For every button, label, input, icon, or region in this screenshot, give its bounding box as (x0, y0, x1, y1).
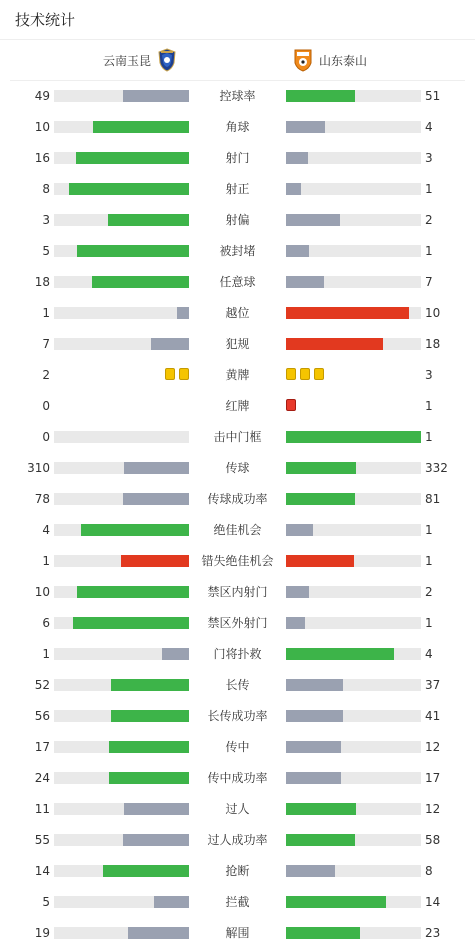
stat-label: 控球率 (219, 89, 256, 103)
away-stat-value: 1 (425, 399, 433, 413)
away-stat-value: 17 (425, 771, 441, 785)
stat-label: 传中成功率 (207, 771, 268, 785)
stat-label: 门将扑救 (213, 647, 262, 661)
home-stat-bar-fill (103, 865, 189, 877)
home-cards (165, 368, 189, 382)
away-stat-bar-fill (286, 431, 421, 443)
away-stat-bar-fill (286, 679, 343, 691)
stat-row (0, 453, 475, 484)
stat-label: 射正 (225, 182, 250, 196)
home-stat-value: 56 (34, 709, 50, 723)
away-stat-bar-fill (286, 90, 355, 102)
home-stat-bar (54, 803, 189, 815)
home-stat-value: 14 (34, 864, 50, 878)
home-stat-value: 5 (42, 244, 50, 258)
stat-label: 击中门框 (213, 430, 262, 444)
away-stat-value: 58 (425, 833, 441, 847)
home-stat-bar-fill (124, 803, 189, 815)
away-stat-bar-fill (286, 245, 309, 257)
home-stat-bar-fill (162, 648, 189, 660)
away-stat-value: 41 (425, 709, 441, 723)
teams-header (10, 40, 465, 81)
away-stat-bar-fill (286, 617, 305, 629)
home-stat-bar-fill (76, 152, 189, 164)
stat-label: 抢断 (225, 864, 250, 878)
yellow-card-icon (286, 368, 296, 380)
home-stat-bar (54, 307, 189, 319)
away-stat-bar (286, 679, 421, 691)
stat-label: 长传成功率 (207, 709, 268, 723)
home-stat-value: 11 (34, 802, 50, 816)
home-stat-value: 310 (27, 461, 50, 475)
stat-row (0, 391, 475, 422)
home-stat-value: 6 (42, 616, 50, 630)
away-stat-value: 1 (425, 182, 433, 196)
home-stat-value: 5 (42, 895, 50, 909)
away-stat-value: 1 (425, 430, 433, 444)
away-stat-bar (286, 152, 421, 164)
stat-label: 传中 (225, 740, 250, 754)
stat-row (0, 81, 475, 112)
home-stat-bar (54, 710, 189, 722)
away-stat-bar-fill (286, 524, 313, 536)
home-stat-bar (54, 214, 189, 226)
stat-row (0, 546, 475, 577)
stat-row (0, 670, 475, 701)
home-stat-bar-fill (123, 90, 189, 102)
away-stat-value: 332 (425, 461, 448, 475)
home-stat-value: 3 (42, 213, 50, 227)
home-stat-value: 24 (34, 771, 50, 785)
home-stat-bar (54, 555, 189, 567)
stat-row (0, 918, 475, 949)
stat-label: 传球成功率 (207, 492, 268, 506)
home-stat-bar (54, 617, 189, 629)
home-stat-bar-fill (123, 834, 189, 846)
stat-row (0, 825, 475, 856)
stat-label: 射门 (225, 151, 250, 165)
stat-row (0, 639, 475, 670)
away-stat-value: 14 (425, 895, 441, 909)
home-stat-bar-fill (81, 524, 189, 536)
stat-label: 过人 (225, 802, 250, 816)
away-stat-value: 2 (425, 585, 433, 599)
stat-row (0, 484, 475, 515)
away-stat-bar (286, 896, 421, 908)
stat-row (0, 329, 475, 360)
home-stat-bar (54, 90, 189, 102)
home-stat-bar (54, 276, 189, 288)
away-stat-value: 51 (425, 89, 441, 103)
stat-label: 被封堵 (219, 244, 256, 258)
away-stat-bar (286, 648, 421, 660)
away-stat-bar-fill (286, 555, 354, 567)
away-cards (286, 399, 296, 413)
home-stat-bar (54, 431, 189, 443)
away-stat-value: 81 (425, 492, 441, 506)
away-stat-bar-fill (286, 307, 409, 319)
home-stat-bar-fill (151, 338, 189, 350)
stat-label: 长传 (225, 678, 250, 692)
away-stat-value: 3 (425, 151, 433, 165)
away-team[interactable] (293, 48, 367, 72)
home-stat-bar-fill (128, 927, 189, 939)
stat-row (0, 267, 475, 298)
home-stat-bar-fill (77, 586, 189, 598)
away-stat-bar-fill (286, 772, 341, 784)
away-stat-value: 4 (425, 647, 433, 661)
home-stat-bar-fill (177, 307, 189, 319)
stat-row (0, 515, 475, 546)
stat-row (0, 174, 475, 205)
stat-row (0, 236, 475, 267)
away-stat-bar-fill (286, 927, 360, 939)
away-stat-bar (286, 617, 421, 629)
home-stat-value: 0 (42, 430, 50, 444)
home-stat-bar (54, 741, 189, 753)
stat-row (0, 112, 475, 143)
away-stat-value: 7 (425, 275, 433, 289)
away-stat-bar (286, 803, 421, 815)
away-stat-bar (286, 927, 421, 939)
home-stat-bar (54, 834, 189, 846)
away-stat-value: 23 (425, 926, 441, 940)
away-stat-bar-fill (286, 710, 343, 722)
away-stat-bar (286, 524, 421, 536)
page-title: 技术统计 (15, 11, 76, 29)
home-stat-bar (54, 679, 189, 691)
home-team-name: 云南玉昆 (102, 53, 151, 68)
stat-label: 红牌 (225, 399, 250, 413)
away-stat-bar-fill (286, 896, 386, 908)
home-stat-value: 8 (42, 182, 50, 196)
home-stat-bar-fill (154, 896, 189, 908)
stat-label: 拦截 (225, 895, 250, 909)
home-stat-value: 17 (34, 740, 50, 754)
stat-label: 解围 (225, 926, 250, 940)
home-stat-value: 10 (34, 120, 50, 134)
away-stat-bar-fill (286, 214, 340, 226)
home-stat-value: 18 (34, 275, 50, 289)
home-stat-bar (54, 927, 189, 939)
away-cards (286, 368, 324, 382)
away-stat-bar-fill (286, 338, 383, 350)
away-stat-bar-fill (286, 462, 356, 474)
away-stat-bar (286, 307, 421, 319)
away-stat-value: 3 (425, 368, 433, 382)
stat-label: 禁区内射门 (207, 585, 268, 599)
home-stat-bar (54, 462, 189, 474)
home-stat-bar (54, 648, 189, 660)
yunnan-yukun-badge-icon (157, 48, 177, 72)
home-stat-value: 1 (42, 647, 50, 661)
away-stat-bar-fill (286, 183, 301, 195)
home-stat-value: 78 (34, 492, 50, 506)
home-stat-bar (54, 896, 189, 908)
stat-row (0, 143, 475, 174)
stat-row (0, 763, 475, 794)
away-stat-value: 1 (425, 244, 433, 258)
away-stat-bar (286, 710, 421, 722)
stat-row (0, 205, 475, 236)
away-stat-value: 1 (425, 616, 433, 630)
stat-label: 禁区外射门 (207, 616, 268, 630)
away-stat-bar-fill (286, 741, 341, 753)
stat-label: 错失绝佳机会 (201, 554, 274, 568)
away-stat-bar (286, 245, 421, 257)
home-stat-value: 4 (42, 523, 50, 537)
home-stat-bar-fill (69, 183, 189, 195)
stat-row (0, 887, 475, 918)
home-stat-bar-fill (92, 276, 189, 288)
home-stat-bar-fill (109, 741, 189, 753)
away-stat-bar-fill (286, 586, 309, 598)
home-stat-value: 19 (34, 926, 50, 940)
stat-row (0, 360, 475, 391)
away-stat-bar-fill (286, 803, 356, 815)
red-card-icon (286, 399, 296, 411)
stat-row (0, 794, 475, 825)
away-stat-bar (286, 772, 421, 784)
home-stat-value: 10 (34, 585, 50, 599)
away-stat-bar-fill (286, 493, 355, 505)
stat-label: 射偏 (225, 213, 250, 227)
yellow-card-icon (179, 368, 189, 380)
away-stat-bar (286, 586, 421, 598)
home-stat-bar-fill (123, 493, 189, 505)
home-stat-bar-fill (121, 555, 189, 567)
stat-row (0, 701, 475, 732)
home-stat-bar (54, 338, 189, 350)
home-stat-bar (54, 865, 189, 877)
away-stat-bar (286, 183, 421, 195)
stat-label: 传球 (225, 461, 250, 475)
home-stat-bar-fill (93, 121, 189, 133)
away-stat-bar (286, 121, 421, 133)
stat-label: 犯规 (225, 337, 250, 351)
away-stat-value: 4 (425, 120, 433, 134)
home-stat-bar (54, 586, 189, 598)
away-stat-bar (286, 741, 421, 753)
home-stat-bar (54, 183, 189, 195)
home-stat-bar-fill (73, 617, 189, 629)
home-stat-bar (54, 121, 189, 133)
stat-row (0, 577, 475, 608)
away-team-name: 山东泰山 (319, 53, 368, 68)
away-stat-value: 37 (425, 678, 441, 692)
away-stat-bar (286, 338, 421, 350)
away-stat-bar (286, 555, 421, 567)
home-stat-bar (54, 772, 189, 784)
stat-label: 越位 (225, 306, 250, 320)
home-stat-bar (54, 493, 189, 505)
away-stat-bar (286, 276, 421, 288)
stat-label: 任意球 (219, 275, 256, 289)
home-stat-bar-fill (111, 710, 189, 722)
stat-row (0, 608, 475, 639)
home-stat-value: 49 (34, 89, 50, 103)
away-stat-value: 2 (425, 213, 433, 227)
away-stat-bar-fill (286, 152, 308, 164)
home-stat-value: 2 (42, 368, 50, 382)
away-stat-value: 1 (425, 523, 433, 537)
away-stat-bar (286, 90, 421, 102)
stat-row (0, 732, 475, 763)
away-stat-bar (286, 431, 421, 443)
home-team[interactable] (103, 48, 177, 72)
stat-label: 绝佳机会 (213, 523, 262, 537)
away-stat-bar (286, 865, 421, 877)
home-stat-bar-fill (108, 214, 189, 226)
stat-label: 黄牌 (225, 368, 250, 382)
away-stat-bar-fill (286, 276, 324, 288)
away-stat-value: 12 (425, 740, 441, 754)
away-stat-bar (286, 214, 421, 226)
stat-label: 过人成功率 (207, 833, 268, 847)
stat-row (0, 856, 475, 887)
home-stat-value: 1 (42, 554, 50, 568)
home-stat-value: 0 (42, 399, 50, 413)
yellow-card-icon (165, 368, 175, 380)
away-stat-bar-fill (286, 121, 325, 133)
home-stat-bar (54, 245, 189, 257)
stat-label: 角球 (225, 120, 250, 134)
home-stat-value: 52 (34, 678, 50, 692)
away-stat-value: 12 (425, 802, 441, 816)
home-stat-bar-fill (124, 462, 189, 474)
shandong-taishan-badge-icon (293, 48, 313, 72)
away-stat-bar-fill (286, 834, 355, 846)
stat-row (0, 298, 475, 329)
away-stat-value: 18 (425, 337, 441, 351)
home-stat-value: 1 (42, 306, 50, 320)
home-stat-bar (54, 524, 189, 536)
away-stat-bar (286, 462, 421, 474)
away-stat-bar-fill (286, 865, 335, 877)
yellow-card-icon (314, 368, 324, 380)
header (0, 0, 475, 40)
home-stat-bar-fill (111, 679, 189, 691)
home-stat-value: 7 (42, 337, 50, 351)
away-stat-value: 10 (425, 306, 441, 320)
home-stat-bar (54, 152, 189, 164)
away-stat-bar-fill (286, 648, 394, 660)
stat-row (0, 422, 475, 453)
away-stat-value: 1 (425, 554, 433, 568)
away-stat-value: 8 (425, 864, 433, 878)
home-stat-bar-fill (77, 245, 189, 257)
home-stat-bar-fill (109, 772, 189, 784)
away-stat-bar (286, 834, 421, 846)
yellow-card-icon (300, 368, 310, 380)
home-stat-value: 55 (34, 833, 50, 847)
home-stat-value: 16 (34, 151, 50, 165)
away-stat-bar (286, 493, 421, 505)
